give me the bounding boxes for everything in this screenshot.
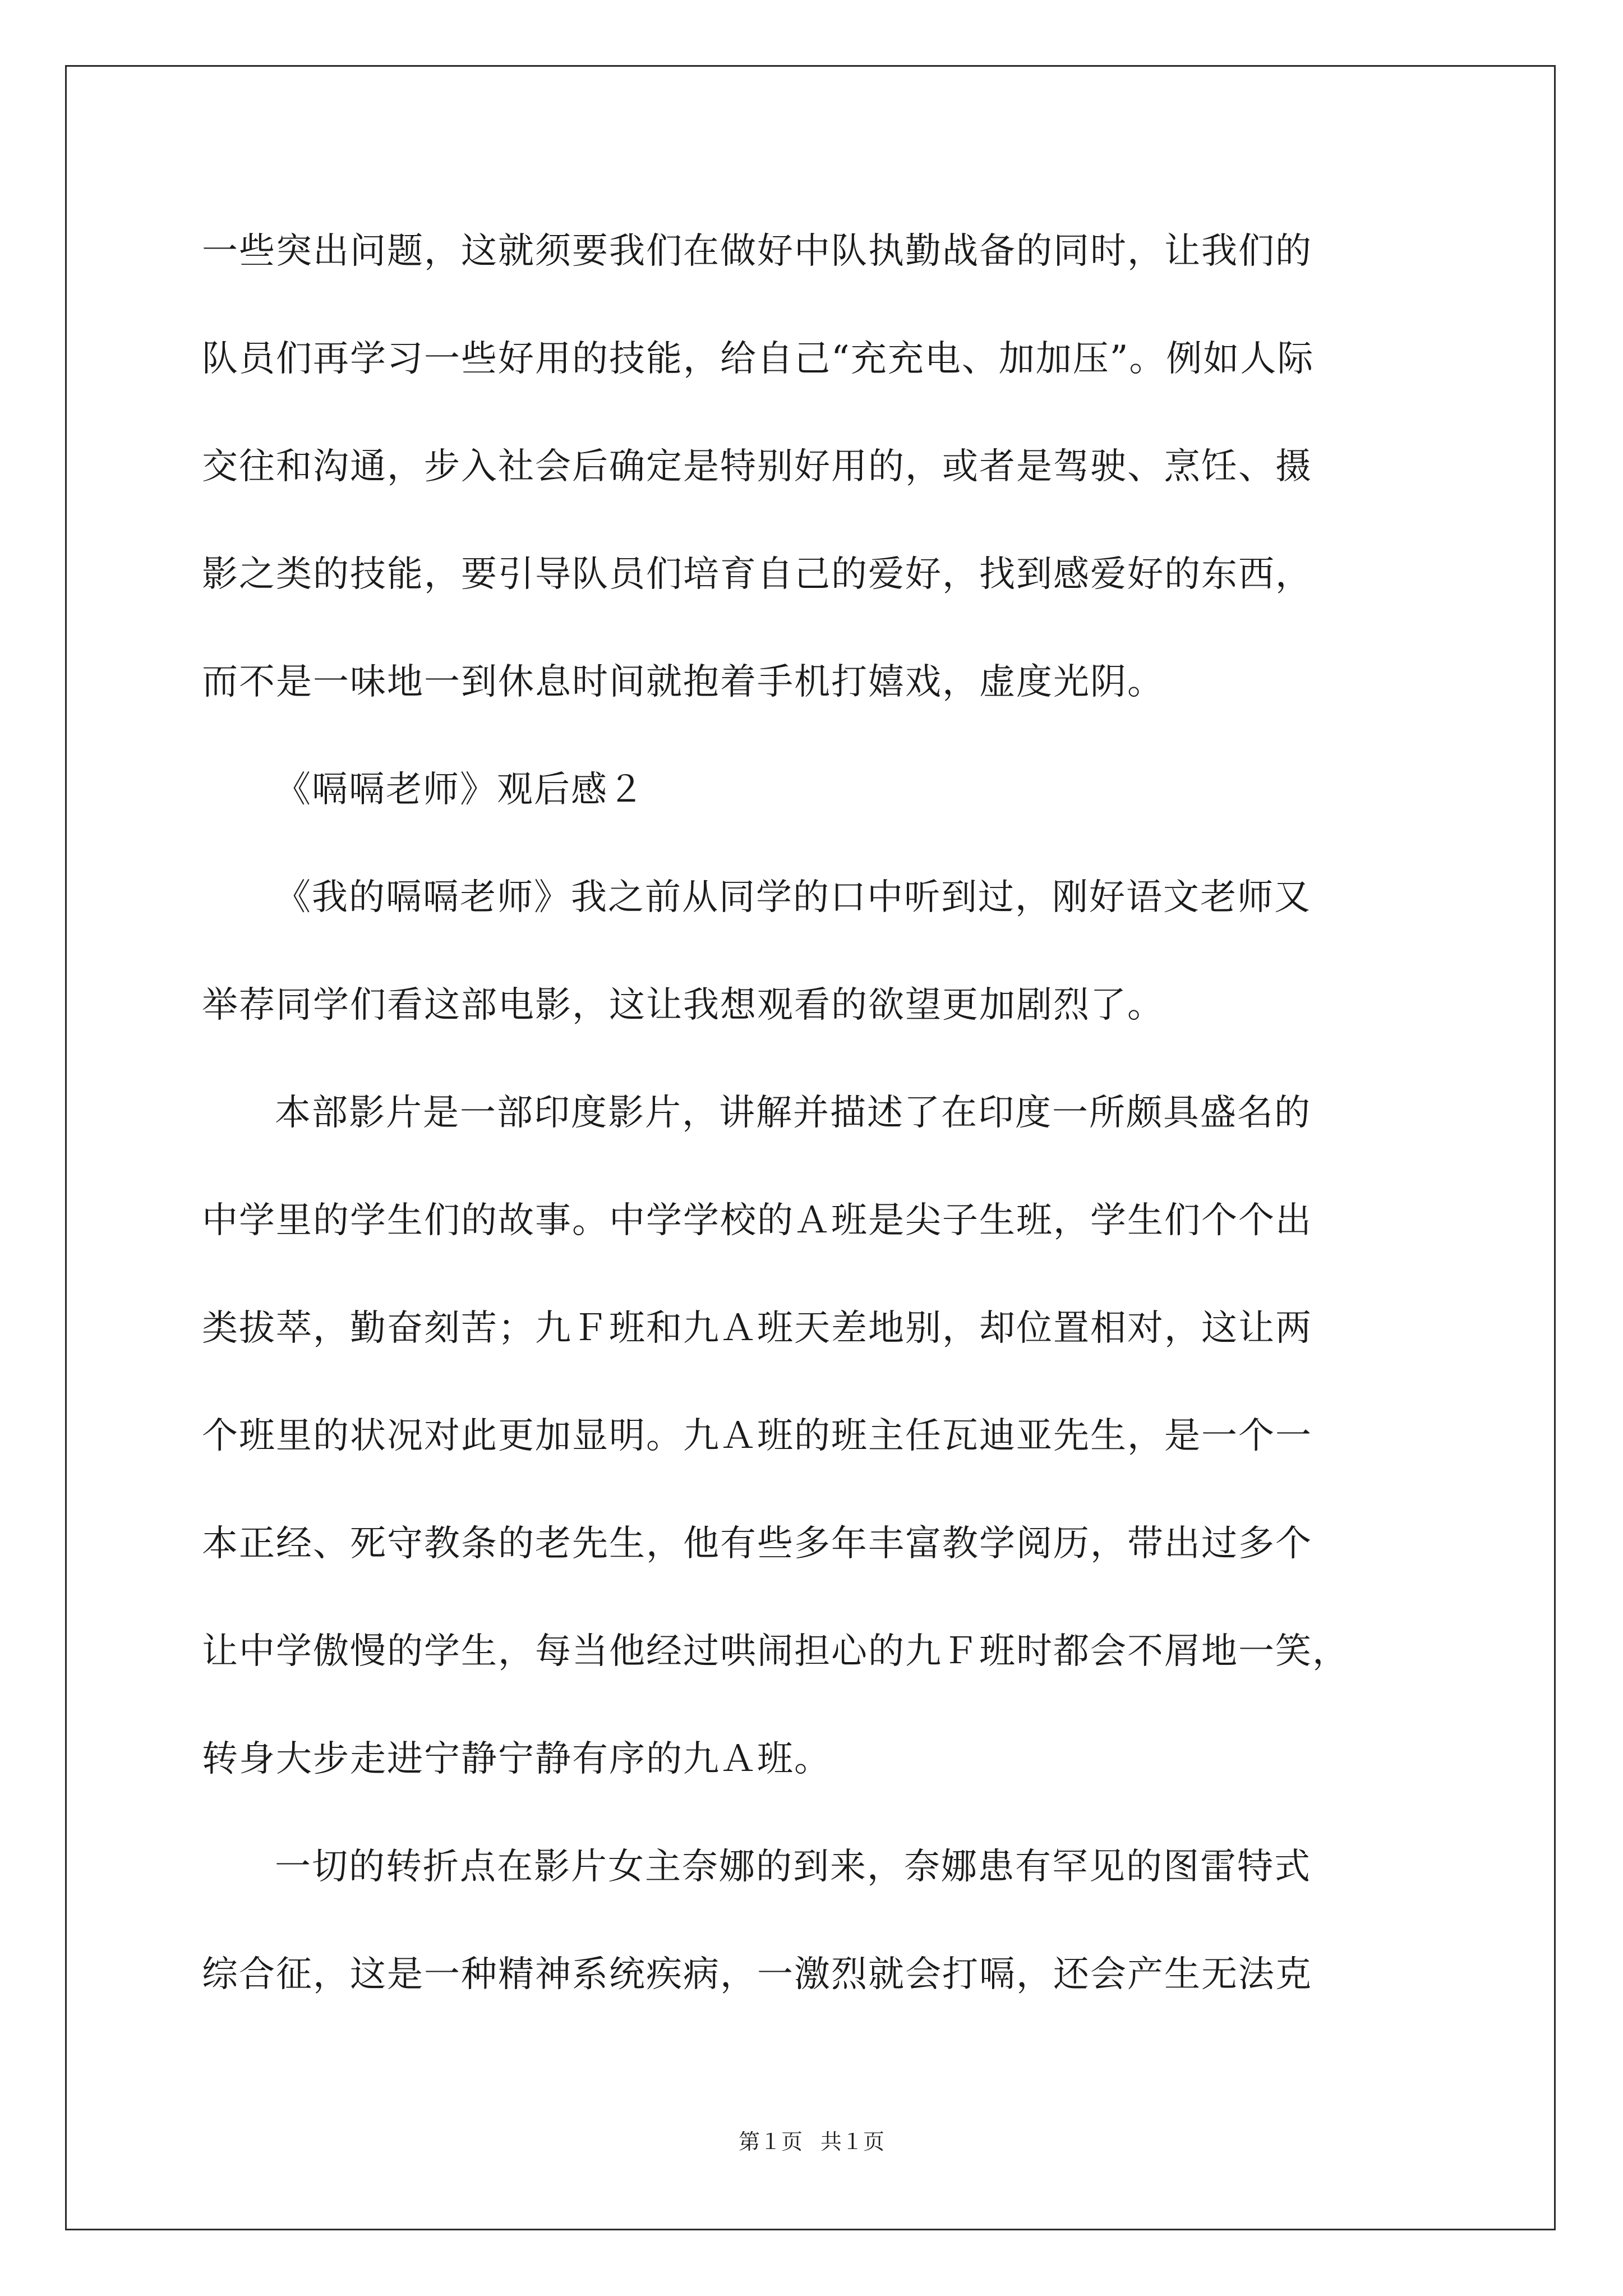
- text-line: 而不是一味地一到休息时间就抱着手机打嬉戏，虚度光阴。: [202, 661, 1164, 703]
- text-line: 综合征，这是一种精神系统疾病，一激烈就会打嗝，还会产生无法克: [202, 1954, 1312, 1995]
- text-line: 一些突出问题，这就须要我们在做好中队执勤战备的同时，让我们的: [202, 231, 1312, 272]
- text-line: 交往和沟通，步入社会后确定是特别好用的，或者是驾驶、烹饪、摄: [202, 446, 1312, 487]
- text-line: 举荐同学们看这部电影，这让我想观看的欲望更加剧烈了。: [202, 984, 1164, 1026]
- text-line: 一切的转折点在影片女主奈娜的到来，奈娜患有罕见的图雷特式: [275, 1846, 1311, 1888]
- text-line: 《我的嗝嗝老师》我之前从同学的口中听到过，刚好语文老师又: [275, 877, 1311, 918]
- text-line: 中学里的学生们的故事。中学学校的Ａ班是尖子生班，学生们个个出: [202, 1200, 1312, 1241]
- page-total: 共１页: [820, 2129, 885, 2154]
- page-number: 第１页: [738, 2129, 803, 2154]
- page-footer: [0, 2131, 1623, 2153]
- page-border: [65, 65, 1556, 2230]
- text-line: 类拔萃，勤奋刻苦；九Ｆ班和九Ａ班天差地别，却位置相对，这让两: [202, 1308, 1312, 1349]
- text-line: 转身大步走进宁静宁静有序的九Ａ班。: [202, 1738, 831, 1780]
- text-line: 个班里的状况对此更加显明。九Ａ班的班主任瓦迪亚先生，是一个一: [202, 1415, 1312, 1457]
- section-heading: 《嗝嗝老师》观后感２: [275, 769, 645, 811]
- text-line: 影之类的技能，要引导队员们培育自己的爱好，找到感爱好的东西，: [202, 554, 1312, 595]
- text-line: 本正经、死守教条的老先生，他有些多年丰富教学阅历，带出过多个: [202, 1523, 1312, 1565]
- text-line: 让中学傲慢的学生，每当他经过哄闹担心的九Ｆ班时都会不屑地一笑，: [202, 1631, 1349, 1672]
- text-line: 本部影片是一部印度影片，讲解并描述了在印度一所颇具盛名的: [275, 1092, 1311, 1134]
- text-line: 队员们再学习一些好用的技能，给自己“充充电、加加压”。例如人际: [202, 338, 1315, 380]
